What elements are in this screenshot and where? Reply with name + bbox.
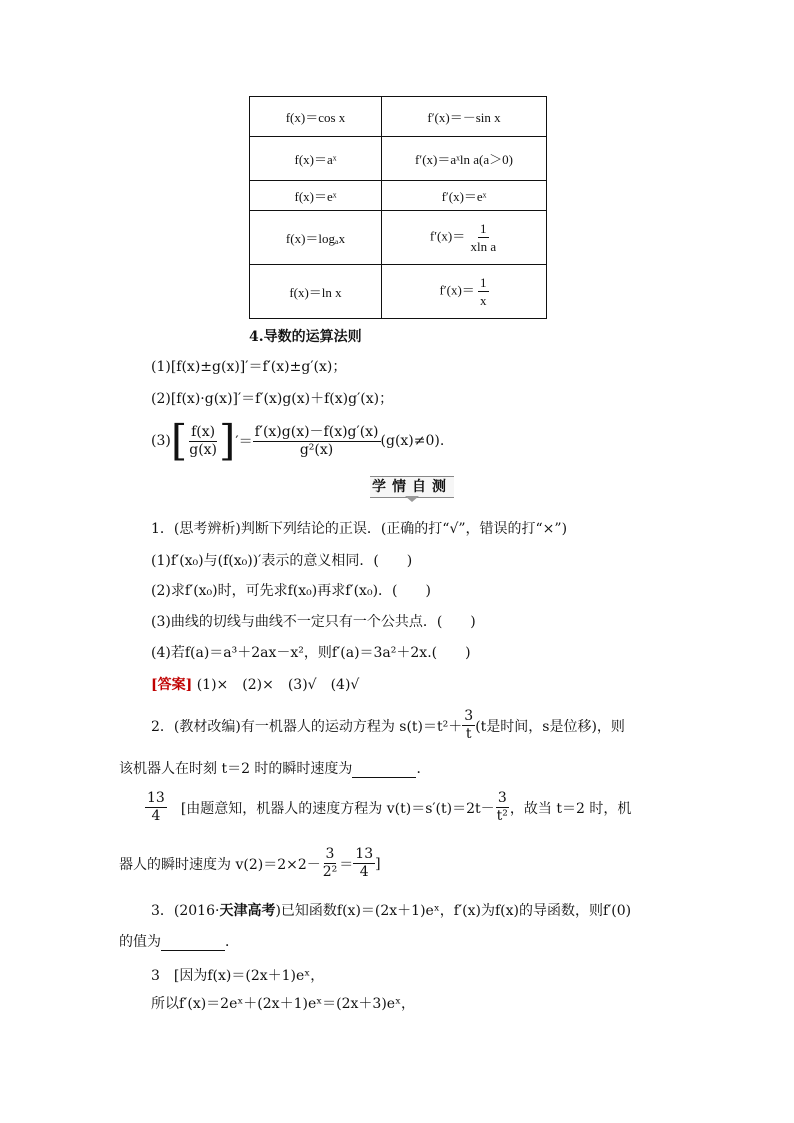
table-cell: f(x)＝aˣ [250, 137, 382, 181]
table-row [250, 211, 547, 265]
fraction [253, 424, 381, 459]
text: (t是时间，s是位移)，则 [475, 718, 625, 735]
text: )已知函数f(x)＝(2x＋1)eˣ，f′(x)为f(x)的导函数，则f′(0) [275, 903, 632, 919]
question-3-line2 [119, 931, 239, 951]
fraction-numerator: 1 [480, 221, 487, 236]
question-1-item: (2)求f′(x₀)时，可先求f(x₀)再求f′(x₀)．( ) [151, 583, 431, 599]
question-2-line1 [151, 708, 625, 743]
fraction-numerator: f(x) [191, 423, 216, 440]
text: 2．(教材改编)有一机器人的运动方程为 s(t)＝t²＋ [151, 718, 463, 735]
fraction [495, 790, 510, 825]
table-cell: f(x)＝cos x [250, 97, 382, 137]
question-3-line1 [151, 900, 631, 920]
section-banner: 学情自测 [370, 476, 454, 498]
table-cell: f(x)＝logₐx [250, 211, 382, 265]
fraction-denominator: 4 [151, 808, 161, 824]
table-cell: f′(x)＝－sin x [382, 97, 547, 137]
table-cell: f′(x)＝aˣln a(a＞0) [382, 137, 547, 181]
table-row [250, 265, 547, 319]
question-2-line2 [119, 758, 430, 778]
question-2-solution-1 [145, 790, 631, 825]
table-cell: f′(x)＝eˣ [382, 181, 547, 211]
fraction-denominator: x [480, 293, 487, 308]
text: ． [416, 761, 431, 777]
rule-1: (1)[f(x)±g(x)]′＝f′(x)±g′(x)； [151, 359, 347, 375]
text: ，故当 t＝2 时，机 [509, 800, 632, 817]
answer-blank [352, 763, 416, 778]
text: ． [225, 934, 239, 950]
fraction-numerator: f′(x)g(x)－f(x)g′(x) [254, 423, 379, 440]
question-1-item: (1)f′(x₀)与(f(x₀))′表示的意义相同．( ) [151, 553, 413, 569]
fraction [462, 708, 475, 743]
answer-fraction [145, 790, 167, 825]
question-1-stem: 1．(思考辨析)判断下列结论的正误．(正确的打“√”，错误的打“×”) [151, 521, 568, 537]
formula-text: f′(x)＝ [439, 282, 475, 298]
text: ＝ [339, 856, 354, 873]
text: 的值为 [119, 934, 161, 950]
question-3-solution-1: 3 [因为f(x)＝(2x＋1)eˣ， [151, 968, 325, 984]
rule-2: (2)[f(x)·g(x)]′＝f′(x)g(x)＋f(x)g′(x)； [151, 391, 394, 407]
fraction-denominator: g(x) [189, 441, 218, 458]
question-1-item: (3)曲线的切线与曲线不一定只有一个公共点．( ) [151, 614, 476, 630]
table-cell [382, 265, 547, 319]
text: 器人的瞬时速度为 v(2)＝2×2－ [119, 856, 321, 873]
derivative-table [249, 96, 547, 319]
answer-blank [161, 936, 225, 951]
fraction [353, 846, 375, 881]
formula-text: f′(x)＝ [429, 228, 466, 244]
text: ] [375, 855, 381, 872]
rule-3-suffix: (g(x)≠0). [380, 433, 445, 449]
fraction-numerator: 3 [325, 846, 335, 862]
rule-3-prefix: (3) [151, 433, 171, 449]
source-label: 天津高考 [219, 903, 276, 919]
fraction-denominator: t² [496, 808, 508, 824]
table-cell: f(x)＝eˣ [250, 181, 382, 211]
answer-text: (1)× (2)× (3)√ (4)√ [196, 677, 360, 693]
fraction [321, 846, 340, 881]
bracket-right: ] [219, 416, 236, 465]
fraction [478, 274, 489, 309]
fraction [187, 424, 219, 459]
table-row [250, 137, 547, 181]
text: [由题意知，机器人的速度方程为 v(t)＝s′(t)＝2t－ [180, 800, 495, 817]
question-3-solution-2: 所以f′(x)＝2eˣ＋(2x＋1)eˣ＝(2x＋3)eˣ， [151, 996, 416, 1012]
table-cell: f(x)＝ln x [250, 265, 382, 319]
fraction-numerator: 1 [480, 275, 487, 290]
answer-label: [答案] [151, 677, 193, 693]
text: 该机器人在时刻 t＝2 时的瞬时速度为 [119, 761, 353, 777]
rule-3 [151, 416, 445, 465]
rule-3-eq: ′＝ [235, 434, 253, 450]
section-title: 4.导数的运算法则 [249, 329, 362, 345]
question-1-item: (4)若f(a)＝a³＋2ax－x²，则f′(a)＝3a²＋2x.( ) [151, 645, 471, 661]
fraction-numerator: 13 [147, 790, 165, 806]
fraction-denominator: g²(x) [299, 441, 334, 458]
fraction [468, 220, 498, 255]
text: 3．(2016· [151, 903, 220, 919]
triangle-down-icon [405, 496, 419, 502]
fraction-denominator: t [465, 726, 472, 742]
fraction-denominator: xln a [470, 239, 497, 254]
question-1-answer [151, 674, 359, 694]
table-row [250, 97, 547, 137]
fraction-numerator: 3 [464, 708, 474, 724]
table-cell [382, 211, 547, 265]
fraction-denominator: 2² [322, 864, 338, 880]
fraction-numerator: 13 [355, 846, 374, 862]
fraction-numerator: 3 [497, 790, 507, 806]
fraction-denominator: 4 [359, 864, 369, 880]
question-2-solution-2 [119, 846, 381, 881]
bracket-left: [ [170, 416, 188, 465]
table-row [250, 181, 547, 211]
